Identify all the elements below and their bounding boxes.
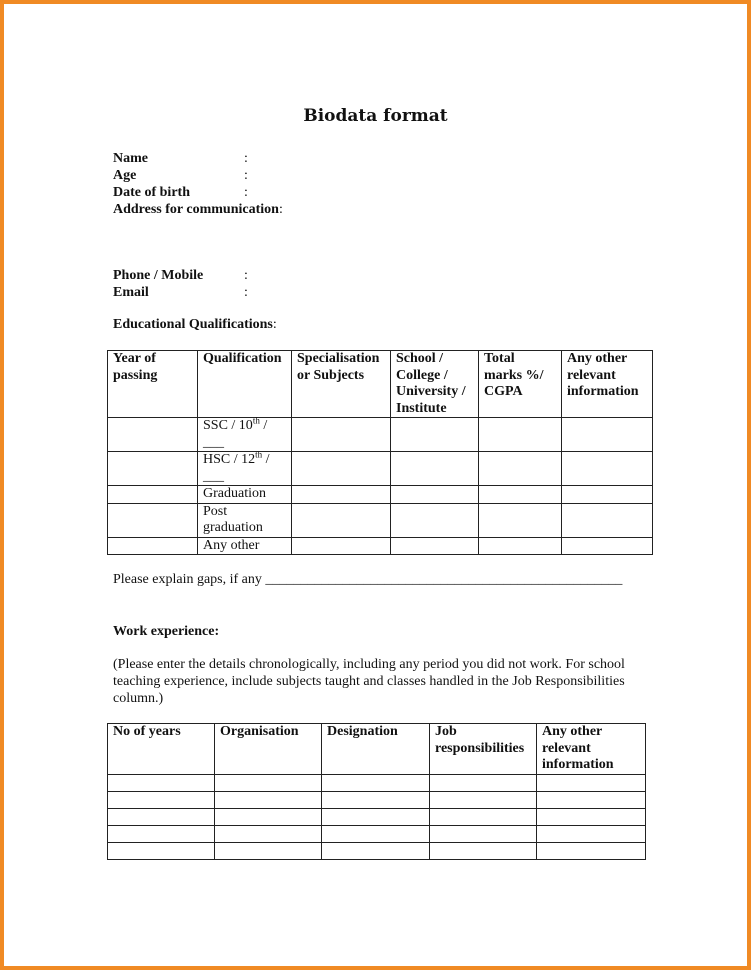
table-cell[interactable] <box>562 486 653 504</box>
field-phone <box>113 267 248 284</box>
document-title: Biodata format <box>303 106 448 126</box>
field-colon: : <box>244 285 248 300</box>
table-cell[interactable] <box>562 452 653 486</box>
field-label: Address for communication <box>113 202 279 217</box>
gaps-prompt: Please explain gaps, if any ___________________________________________________ <box>113 572 623 587</box>
table-cell[interactable] <box>430 809 537 826</box>
work-experience-table <box>107 723 646 860</box>
table-cell[interactable] <box>108 809 215 826</box>
education-table <box>107 350 653 555</box>
table-cell[interactable] <box>537 843 646 860</box>
table-cell[interactable] <box>537 792 646 809</box>
table-cell[interactable] <box>108 418 198 452</box>
table-cell[interactable] <box>322 826 430 843</box>
header-cell: Designation <box>322 724 430 775</box>
header-cell: No of years <box>108 724 215 775</box>
table-cell[interactable] <box>108 537 198 555</box>
table-cell[interactable] <box>430 843 537 860</box>
table-cell[interactable] <box>322 792 430 809</box>
table-cell[interactable] <box>322 775 430 792</box>
table-cell[interactable] <box>562 503 653 537</box>
table-cell[interactable] <box>430 792 537 809</box>
table-cell[interactable] <box>108 452 198 486</box>
table-cell[interactable] <box>108 775 215 792</box>
table-header-row <box>108 351 653 418</box>
header-cell: Qualification <box>198 351 292 418</box>
table-cell[interactable] <box>292 503 391 537</box>
table-cell[interactable] <box>391 537 479 555</box>
superscript: th <box>255 449 263 460</box>
field-label: Age <box>113 168 137 183</box>
field-colon: : <box>244 151 248 166</box>
qualification-suffix: / ___ <box>203 418 268 450</box>
table-cell[interactable] <box>537 809 646 826</box>
table-cell[interactable] <box>479 486 562 504</box>
field-colon: : <box>244 268 248 283</box>
table-cell[interactable] <box>215 792 322 809</box>
table-row <box>108 826 646 843</box>
heading-text: Educational Qualifications <box>113 317 273 332</box>
header-cell: Specialisation or Subjects <box>292 351 391 418</box>
header-cell: Any other relevant information <box>562 351 653 418</box>
header-cell: School / College / University / Institute <box>391 351 479 418</box>
qualification-text: HSC / 12 <box>203 452 256 467</box>
field-colon: : <box>278 202 283 217</box>
contact-fields <box>113 267 248 301</box>
table-cell[interactable] <box>292 452 391 486</box>
qualification-text: SSC / 10 <box>203 418 253 433</box>
table-row <box>108 452 653 486</box>
table-cell[interactable] <box>215 809 322 826</box>
table-cell[interactable] <box>479 537 562 555</box>
table-row <box>108 843 646 860</box>
table-row <box>108 418 653 452</box>
header-cell: Year of passing <box>108 351 198 418</box>
table-cell[interactable] <box>391 418 479 452</box>
personal-fields <box>113 150 283 218</box>
table-cell[interactable] <box>537 826 646 843</box>
header-cell: Job responsibilities <box>430 724 537 775</box>
field-email <box>113 284 248 301</box>
table-cell[interactable] <box>292 418 391 452</box>
table-cell[interactable] <box>322 843 430 860</box>
table-cell[interactable] <box>108 792 215 809</box>
field-colon: : <box>244 168 248 183</box>
table-cell[interactable] <box>479 503 562 537</box>
table-cell[interactable] <box>562 537 653 555</box>
field-date-of-birth <box>113 184 283 201</box>
superscript: th <box>252 415 260 426</box>
qualification-cell <box>198 449 292 486</box>
field-label: Phone / Mobile <box>113 268 204 283</box>
table-row <box>108 775 646 792</box>
field-age <box>113 167 283 184</box>
table-cell[interactable] <box>322 809 430 826</box>
qualification-suffix: / ___ <box>203 452 270 484</box>
table-cell[interactable] <box>292 537 391 555</box>
table-cell[interactable] <box>391 452 479 486</box>
table-cell[interactable] <box>537 775 646 792</box>
table-row <box>108 537 653 555</box>
table-cell[interactable] <box>215 843 322 860</box>
field-label: Email <box>113 285 149 300</box>
field-address <box>113 201 283 218</box>
table-cell[interactable] <box>391 503 479 537</box>
heading-colon: : <box>272 317 277 332</box>
work-experience-note: (Please enter the details chronologically, including any period you did not work. For school teaching experience, include subjects taught and classes handled in the Job Responsibilities column.) <box>113 657 625 706</box>
table-cell[interactable] <box>430 775 537 792</box>
table-cell[interactable] <box>108 486 198 504</box>
table-cell[interactable] <box>215 775 322 792</box>
field-label: Date of birth <box>113 185 190 200</box>
table-cell[interactable] <box>108 843 215 860</box>
qualification-cell: Graduation <box>198 486 292 504</box>
field-label: Name <box>113 151 148 166</box>
table-cell[interactable] <box>215 826 322 843</box>
table-row <box>108 503 653 537</box>
table-cell[interactable] <box>562 418 653 452</box>
qualification-cell: Post graduation <box>198 503 292 537</box>
table-cell[interactable] <box>479 418 562 452</box>
table-row <box>108 809 646 826</box>
header-cell: Any other relevant information <box>537 724 646 775</box>
table-row <box>108 486 653 504</box>
table-cell[interactable] <box>108 503 198 537</box>
table-cell[interactable] <box>108 826 215 843</box>
field-name <box>113 150 283 167</box>
header-cell: Total marks %/ CGPA <box>479 351 562 418</box>
table-cell[interactable] <box>391 486 479 504</box>
work-experience-heading: Work experience: <box>113 624 220 639</box>
table-cell[interactable] <box>292 486 391 504</box>
table-cell[interactable] <box>430 826 537 843</box>
qualification-cell: Any other <box>198 537 292 555</box>
field-colon: : <box>244 185 248 200</box>
table-cell[interactable] <box>479 452 562 486</box>
qualification-cell <box>198 415 292 452</box>
table-row <box>108 792 646 809</box>
table-header-row <box>108 724 646 775</box>
header-cell: Organisation <box>215 724 322 775</box>
education-heading <box>113 317 277 333</box>
